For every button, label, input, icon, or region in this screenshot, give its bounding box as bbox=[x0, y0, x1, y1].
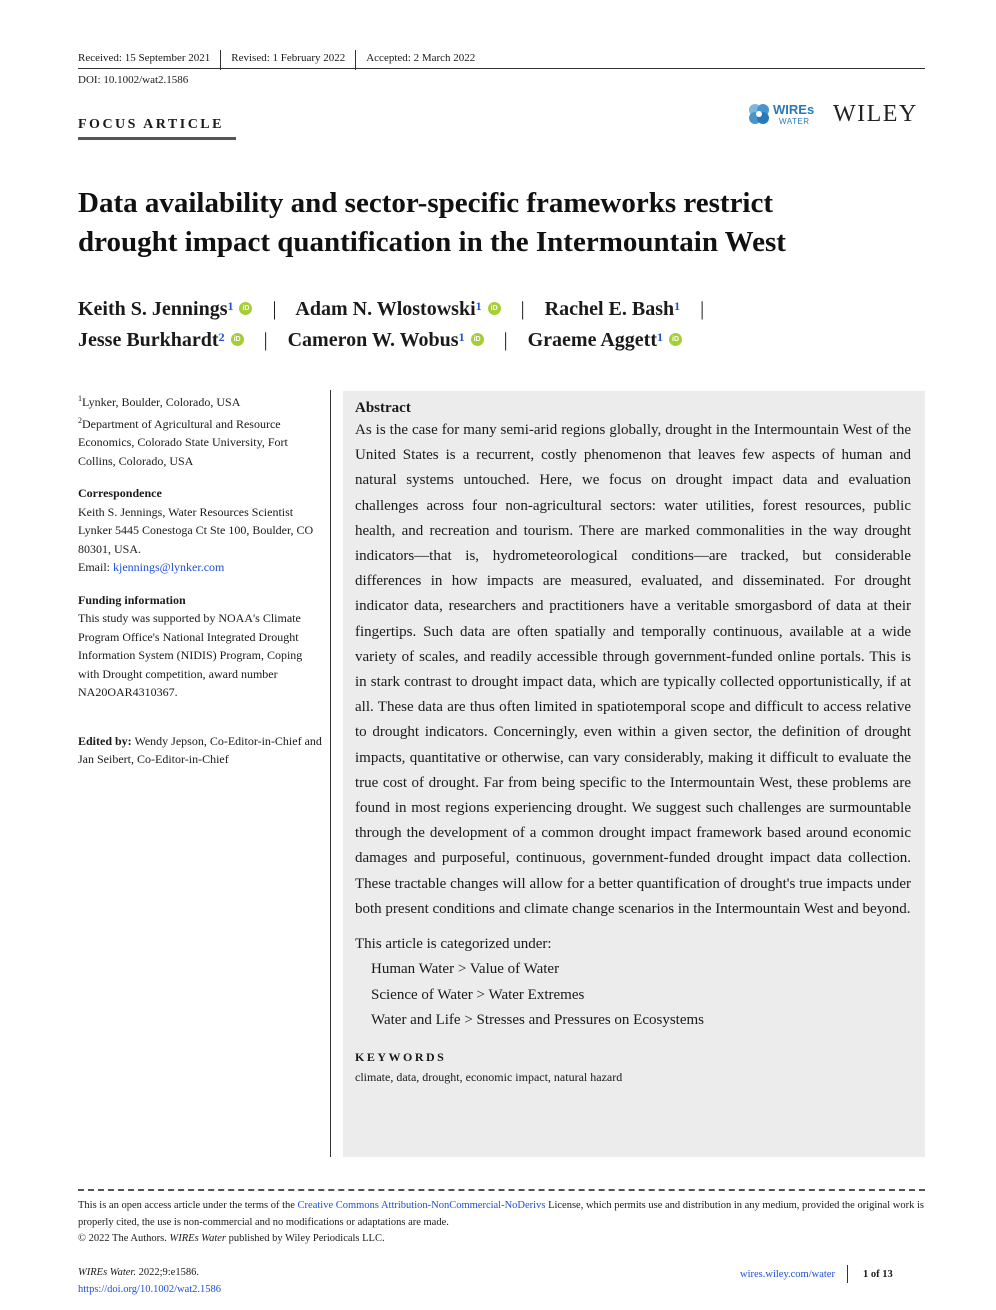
affiliations bbox=[78, 390, 323, 470]
doi-link[interactable]: https://doi.org/10.1002/wat2.1586 bbox=[78, 1283, 222, 1295]
article-type: FOCUS ARTICLE bbox=[78, 117, 224, 132]
category-item: Human Water > Value of Water bbox=[371, 961, 560, 978]
affiliation-marker[interactable]: 1 bbox=[475, 299, 482, 313]
license-text: This is an open access article under the terms of the Creative Commons Attribution-NonCommercial-NoDerivs License, which permits use and distribution in any medium, provided the original work is properly cited, the use is non-commercial and no modifications or adaptations are made. © 2022 The Authors. WIREs Water published by Wiley Periodicals LLC. bbox=[78, 1198, 925, 1248]
keywords: climate, data, drought, economic impact, natural hazard bbox=[355, 1069, 623, 1084]
categories-heading: This article is categorized under: bbox=[355, 936, 552, 953]
revised-date: Revised: 1 February 2022 bbox=[231, 52, 346, 64]
affiliation: $^1$Lynker, Boulder, Colorado, USA bbox=[78, 394, 241, 409]
divider bbox=[847, 1265, 848, 1283]
page-info bbox=[740, 1265, 893, 1283]
funding-heading: Funding information bbox=[78, 592, 186, 607]
license-rule bbox=[78, 1189, 925, 1191]
author-separator: | bbox=[520, 298, 525, 320]
orcid-icon[interactable]: iD bbox=[471, 333, 484, 346]
title-line: drought impact quantification in the Intermountain West bbox=[78, 226, 786, 258]
email-link[interactable]: kjennings@lynker.com bbox=[113, 560, 225, 574]
abstract-box bbox=[343, 391, 925, 1157]
edited-text: Wendy Jepson, Co-Editor-in-Chief and Jan Seibert, Co-Editor-in-Chief bbox=[78, 733, 322, 766]
author-name[interactable]: Keith S. Jennings bbox=[78, 298, 228, 320]
category-item: Water and Life > Stresses and Pressures on Ecosystems bbox=[371, 1012, 705, 1029]
affiliation-marker[interactable]: 1 bbox=[674, 299, 681, 313]
author-name[interactable]: Rachel E. Bash bbox=[544, 298, 675, 320]
sidebar bbox=[78, 390, 323, 769]
abstract-text: As is the case for many semi-arid regions globally, drought in the Intermountain West of the United States is a recurrent, costly phenomenon that leaves few aspects of human and natural systems untouched. Here, we focus on drought impact data and evaluation challenges across four non-agricultural sectors: water utilities, forest resources, public health, and recreation and tourism. There are marked commonalities in the way drought indicators—that is, hydrometeorological conditions—are tracked, but considerable differences in how impacts are measured, evaluated, and disseminated. For drought indicator data, researchers and practitioners have a veritable smorgasbord of data at their fingertips. Such data are often spatially and temporally continuous, available at a wide variety of scales, and readily accessible through government-funded online portals. This is in stark contrast to drought impact data, which are typically collected opportunistically, if at all. These data are thus often limited in spatiotemporal scope and difficult to access relative to drought indicators. Concerningly, even within a given sector, the definition of drought impacts, quantitative or otherwise, can vary considerably, making it difficult to evaluate the true cost of drought. Far from being specific to the Intermountain West, these problems are found in most regions experiencing drought. We suggest such challenges are surmountable through the development of a common drought impact framework based around economic damages and purposeful, continuous, government-funded drought impact data collection. These tractable changes will allow for a better quantification of drought's true impacts under both present conditions and climate change scenarios in the Intermountain West and beyond. bbox=[355, 422, 911, 917]
publisher-logo: WILEY bbox=[833, 101, 918, 127]
orcid-icon[interactable]: iD bbox=[239, 302, 252, 315]
funding bbox=[78, 591, 323, 702]
article-type-rule bbox=[78, 137, 236, 140]
author-separator: | bbox=[272, 298, 277, 320]
citation bbox=[78, 1265, 221, 1298]
column-rule bbox=[330, 390, 331, 1157]
orcid-icon[interactable]: iD bbox=[488, 302, 501, 315]
accepted-date: Accepted: 2 March 2022 bbox=[366, 52, 476, 64]
citation-text: 2022;9:e1586. bbox=[135, 1267, 199, 1278]
funding-text: This study was supported by NOAA's Climate Program Office's National Integrated Drought Information System (NIDIS) Program, Coping with Drought competition, award number NA20OAR4310367. bbox=[78, 611, 303, 699]
affiliation-marker[interactable]: 1 bbox=[458, 330, 465, 344]
divider bbox=[355, 50, 356, 70]
journal-site-link[interactable]: wires.wiley.com/water bbox=[740, 1268, 835, 1280]
doi: DOI: 10.1002/wat2.1586 bbox=[78, 74, 189, 86]
author-name[interactable]: Adam N. Wlostowski bbox=[295, 298, 476, 320]
author-name[interactable]: Cameron W. Wobus bbox=[287, 329, 459, 351]
wires-logo-icon bbox=[747, 102, 771, 126]
orcid-icon[interactable]: iD bbox=[231, 333, 244, 346]
article-title bbox=[78, 184, 948, 262]
page-number: 1 of 13 bbox=[862, 1268, 893, 1280]
edited-by bbox=[78, 732, 323, 769]
affiliation: $^2$Department of Agricultural and Resource Economics, Colorado State University, Fort Collins, Colorado, USA bbox=[78, 415, 288, 468]
journal-name: WIREs Water. bbox=[78, 1267, 136, 1278]
journal-logo-sub: WATER bbox=[779, 117, 810, 126]
keywords-heading: KEYWORDS bbox=[355, 1049, 447, 1064]
email-line: Email: kjennings@lynker.com bbox=[78, 560, 225, 574]
correspondence-heading: Correspondence bbox=[78, 486, 162, 500]
orcid-icon[interactable]: iD bbox=[669, 333, 682, 346]
author-separator: | bbox=[700, 298, 705, 320]
affiliation-marker[interactable]: 1 bbox=[657, 330, 663, 344]
author-row bbox=[78, 325, 938, 356]
affiliation-marker[interactable]: 1 bbox=[227, 299, 234, 313]
article-dates bbox=[78, 48, 475, 68]
received-date: Received: 15 September 2021 bbox=[78, 52, 211, 64]
divider bbox=[220, 50, 221, 70]
category-item: Science of Water > Water Extremes bbox=[371, 986, 585, 1003]
affiliation-marker[interactable]: 2 bbox=[218, 330, 225, 344]
abstract-heading: Abstract bbox=[355, 400, 411, 416]
author-list bbox=[78, 294, 938, 356]
copyright: © 2022 The Authors. WIREs Water published by Wiley Periodicals LLC. bbox=[78, 1233, 385, 1244]
author-separator: | bbox=[263, 329, 268, 351]
journal-logo-text: WIREs bbox=[773, 102, 815, 117]
author-name[interactable]: Graeme Aggett bbox=[527, 329, 657, 351]
correspondence-text: Keith S. Jennings, Water Resources Scientist Lynker 5445 Conestoga Ct Ste 100, Boulder, CO 80301, USA. bbox=[78, 504, 314, 556]
author-name[interactable]: Jesse Burkhardt bbox=[78, 329, 219, 351]
correspondence bbox=[78, 484, 323, 577]
author-separator: | bbox=[503, 329, 508, 351]
edited-heading: Edited by: bbox=[78, 733, 132, 748]
header-rule bbox=[78, 68, 925, 69]
author-row bbox=[78, 294, 938, 325]
journal-logo[interactable] bbox=[747, 100, 819, 128]
title-line: Data availability and sector-specific frameworks restrict bbox=[78, 187, 774, 219]
license-link[interactable]: Creative Commons Attribution-NonCommercial-NoDerivs bbox=[297, 1200, 546, 1211]
